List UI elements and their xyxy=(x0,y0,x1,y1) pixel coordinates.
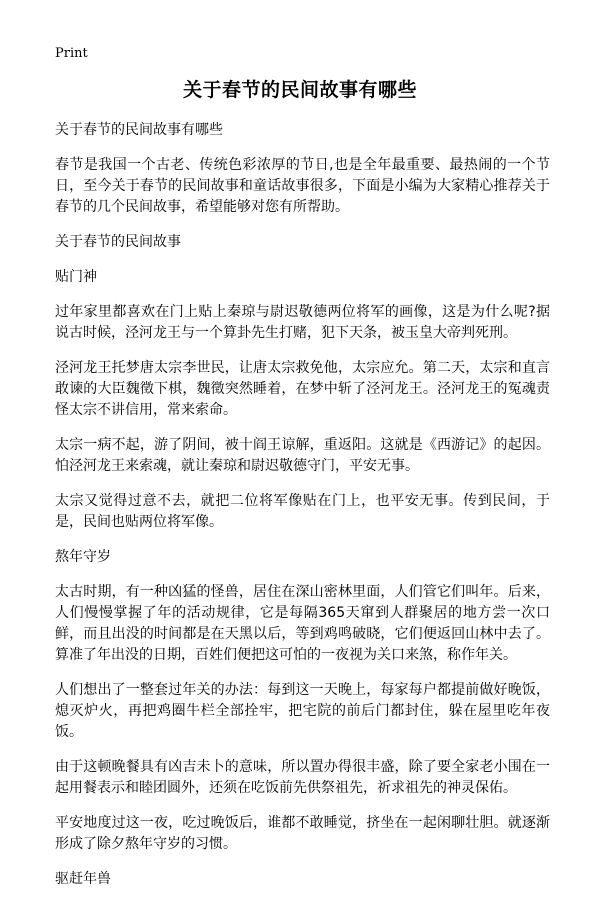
print-link[interactable]: Print xyxy=(55,46,88,61)
article-body xyxy=(55,120,550,904)
story-heading-door-gods: 贴门神 xyxy=(55,269,97,285)
story-paragraph: 太古时期，有一种凶猛的怪兽，居住在深山密林里面，人们管它们叫年。后来，人们慢慢掌握了年的活动规律，它是每隔365天窜到人群聚居的地方尝一次口鲜，而且出没的时间都是在天黑以后，等到鸡鸣破晓，它们便返回山林中去了。算准了年出没的日期，百姓们便把这可怕的一夜视为关口来煞，称作年关。 xyxy=(55,584,550,663)
intro-paragraph: 春节是我国一个古老、传统色彩浓厚的节日,也是全年最重要、最热闹的一个节日，至今关于春节的民间故事和童话故事很多，下面是小编为大家精心推荐关于春节的几个民间故事，希望能够对您有所帮助。 xyxy=(55,157,550,215)
story-heading-nian-beast: 驱赶年兽 xyxy=(55,871,111,887)
story-paragraph: 太宗又觉得过意不去，就把二位将军像贴在门上，也平安无事。传到民间，于是，民间也贴两位将军像。 xyxy=(55,493,550,530)
story-paragraph: 太宗一病不起，游了阴间，被十阎王谅解，重返阳。这就是《西游记》的起因。怕泾河龙王来索魂，就让秦琼和尉迟敬德守门，平安无事。 xyxy=(55,437,550,474)
story-paragraph: 过年家里都喜欢在门上贴上秦琼与尉迟敬德两位将军的画像，这是为什么呢?据说古时候，泾河龙王与一个算卦先生打赌，犯下天条，被玉皇大帝判死刑。 xyxy=(55,304,550,341)
story-paragraph: 人们想出了一整套过年关的办法：每到这一天晚上，每家每户都提前做好晚饭，熄灭炉火，再把鸡圈牛栏全部拴牢，把宅院的前后门都封住，躲在屋里吃年夜饭。 xyxy=(55,682,550,740)
story-heading-shou-sui: 熬年守岁 xyxy=(55,549,111,565)
story-paragraph: 平安地度过这一夜，吃过晚饭后，谁都不敢睡觉，挤坐在一起闲聊壮胆。就逐渐形成了除夕熬年守岁的习惯。 xyxy=(55,815,550,852)
story-paragraph: 泾河龙王托梦唐太宗李世民，让唐太宗救免他，太宗应允。第二天，太宗和直言敢谏的大臣魏徵下棋，魏徵突然睡着，在梦中斩了泾河龙王。泾河龙王的冤魂责怪太宗不讲信用，常来索命。 xyxy=(55,360,550,418)
story-paragraph: 由于这顿晚餐具有凶吉未卜的意味，所以置办得很丰盛，除了要全家老小围在一起用餐表示和睦团圆外，还须在吃饭前先供祭祖先，祈求祖先的神灵保佑。 xyxy=(55,759,550,796)
article-subtitle: 关于春节的民间故事有哪些 xyxy=(55,122,223,138)
page-title: 关于春节的民间故事有哪些 xyxy=(182,79,417,101)
section-heading: 关于春节的民间故事 xyxy=(55,234,181,250)
